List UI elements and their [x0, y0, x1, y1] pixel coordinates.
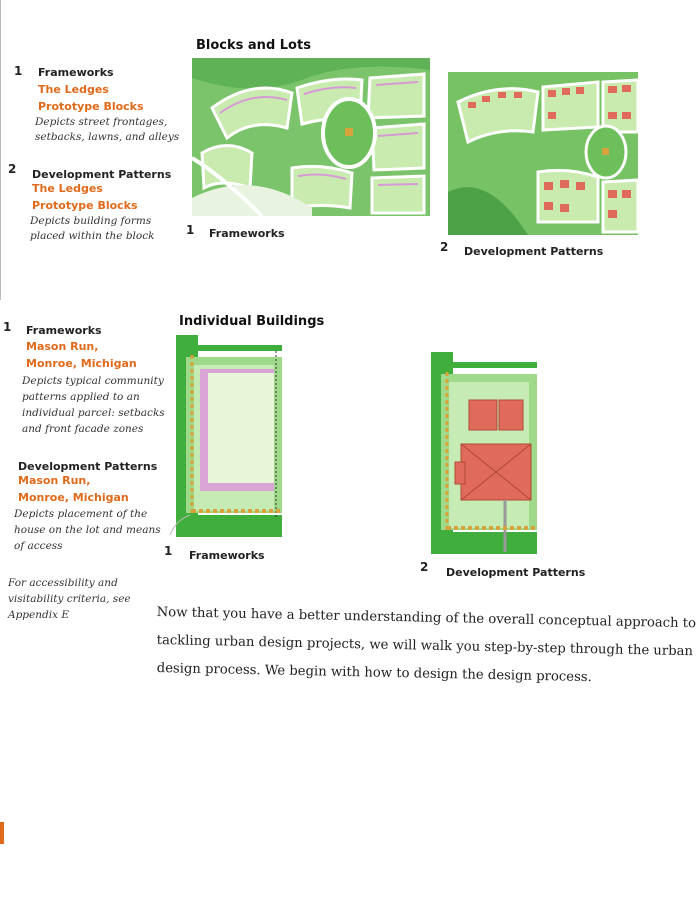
project-name: Mason Run, Monroe, Michigan: [26, 340, 137, 370]
body-paragraph: Now that you have a better understanding of the overall conceptual approach to tackling urban design projects, we will walk you step-by-step through the urban design process. We begin with how to design the design process.: [156, 604, 696, 686]
building-development-plan: [425, 352, 537, 554]
figure-number: 2: [420, 560, 429, 574]
project-name: The Ledges Prototype Blocks: [38, 83, 144, 113]
item-label: Development Patterns: [18, 460, 158, 473]
item-label: Development Patterns: [32, 168, 172, 181]
figure-number: 1: [186, 223, 195, 237]
figure-caption: Frameworks: [189, 549, 265, 562]
item-label: Frameworks: [26, 324, 102, 337]
item-description: Depicts typical community patterns applied to an individual parcel: setbacks and front facade zones: [22, 375, 165, 435]
page-edge-marker: [0, 822, 4, 844]
figure-caption: Frameworks: [209, 227, 285, 240]
item-description: Depicts placement of the house on the lot and means of access: [14, 508, 161, 552]
project-name: Mason Run, Monroe, Michigan: [18, 474, 129, 504]
item-description: Depicts street frontages, setbacks, lawns, and alleys: [35, 116, 180, 143]
margin-note: For accessibility and visitability criteria, see Appendix E: [8, 577, 131, 621]
item-number: 1: [3, 320, 12, 334]
section-title: Individual Buildings: [179, 314, 325, 329]
item-number: 2: [8, 162, 17, 176]
item-description: Depicts building forms placed within the block: [30, 215, 155, 242]
figure-caption: Development Patterns: [464, 245, 604, 258]
item-number: 1: [14, 64, 23, 78]
figure-number: 1: [164, 544, 173, 558]
figure-number: 2: [440, 240, 449, 254]
building-frameworks-plan: [170, 335, 282, 537]
item-label: Frameworks: [38, 66, 114, 79]
blocks-frameworks-plan: [192, 58, 430, 216]
figure-caption: Development Patterns: [446, 566, 586, 579]
sidebar-rule: [0, 0, 1, 300]
project-name: The Ledges Prototype Blocks: [32, 182, 138, 212]
section-title: Blocks and Lots: [196, 38, 311, 53]
blocks-development-plan: [448, 72, 638, 235]
